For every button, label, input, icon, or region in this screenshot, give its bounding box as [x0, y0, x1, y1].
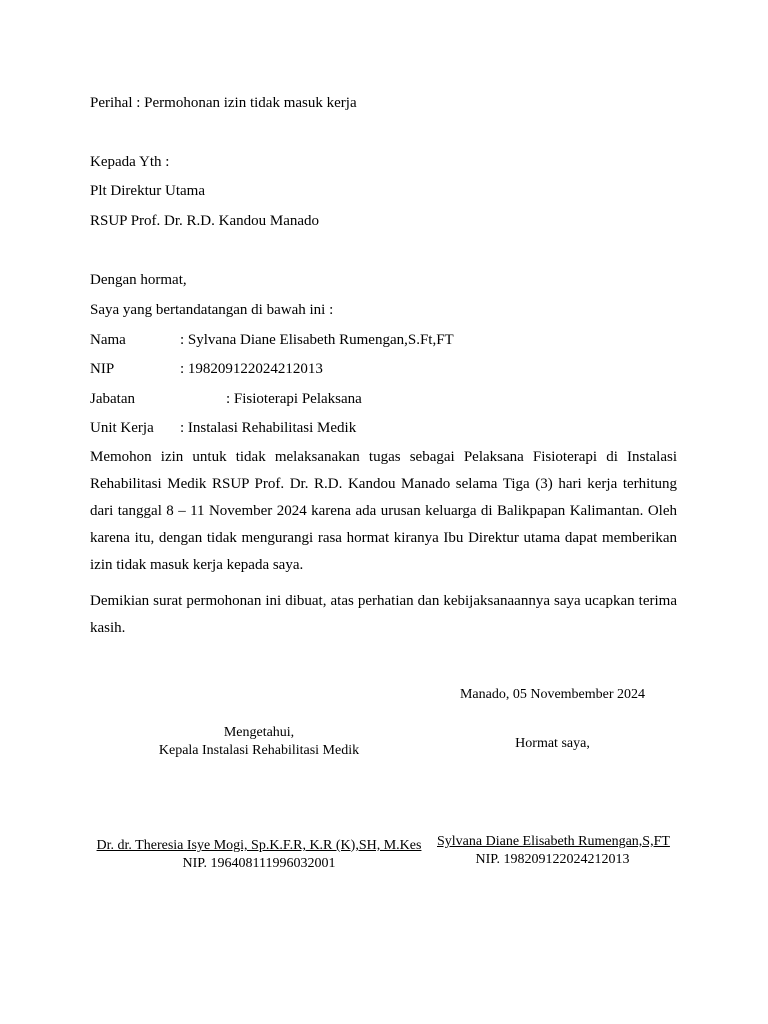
field-value-nama: : Sylvana Diane Elisabeth Rumengan,S.Ft,FT	[180, 332, 454, 348]
recipient-institution: RSUP Prof. Dr. R.D. Kandou Manado	[90, 213, 320, 229]
field-value-nip: : 198209122024212013	[180, 361, 323, 377]
right-signature-nip: NIP. 198209122024212013	[475, 852, 630, 867]
salutation: Dengan hormat,	[90, 272, 187, 288]
recipient-greeting: Kepada Yth :	[90, 154, 170, 170]
right-signature-name: Sylvana Diane Elisabeth Rumengan,S,FT	[437, 834, 670, 849]
field-label-nip: NIP	[90, 361, 115, 377]
subject-line: Perihal : Permohonan izin tidak masuk kerja	[90, 95, 357, 111]
field-label-jabatan: Jabatan	[90, 391, 135, 407]
left-signature-title: Kepala Instalasi Rehabilitasi Medik	[158, 743, 360, 758]
body-paragraph: Memohon izin untuk tidak melaksanakan tugas sebagai Pelaksana Fisioterapi di Instalasi Rehabilitasi Medik RSUP Prof. Dr. R.D. Kandou Manado selama Tiga (3) hari kerja terhitung dari tanggal 8 – 11 November 2024 karena ada urusan keluarga di Balikpapan Kalimantan. Oleh karena itu, dengan tidak mengurangi rasa hormat kiranya Ibu Direktur utama dapat memberikan izin tidak masuk kerja kepada saya.	[90, 449, 677, 573]
field-label-nama: Nama	[90, 332, 126, 348]
field-value-unit-kerja: : Instalasi Rehabilitasi Medik	[180, 420, 357, 436]
intro-line: Saya yang bertandatangan di bawah ini :	[90, 302, 334, 318]
left-signature-acknowledged: Mengetahui,	[223, 725, 295, 740]
field-value-jabatan: : Fisioterapi Pelaksana	[226, 391, 362, 407]
right-signature-regards: Hormat saya,	[515, 736, 590, 751]
field-label-unit-kerja: Unit Kerja	[90, 420, 154, 436]
closing-paragraph: Demikian surat permohonan ini dibuat, atas perhatian dan kebijaksanaannya saya ucapkan terima kasih.	[90, 593, 677, 636]
recipient-position: Plt Direktur Utama	[90, 183, 205, 199]
left-signature-nip: NIP. 196408111996032001	[182, 856, 336, 871]
left-signature-name: Dr. dr. Theresia Isye Mogi, Sp.K.F.R, K.R (K),SH, M.Kes	[96, 838, 422, 853]
place-date: Manado, 05 Novembember 2024	[459, 687, 646, 702]
